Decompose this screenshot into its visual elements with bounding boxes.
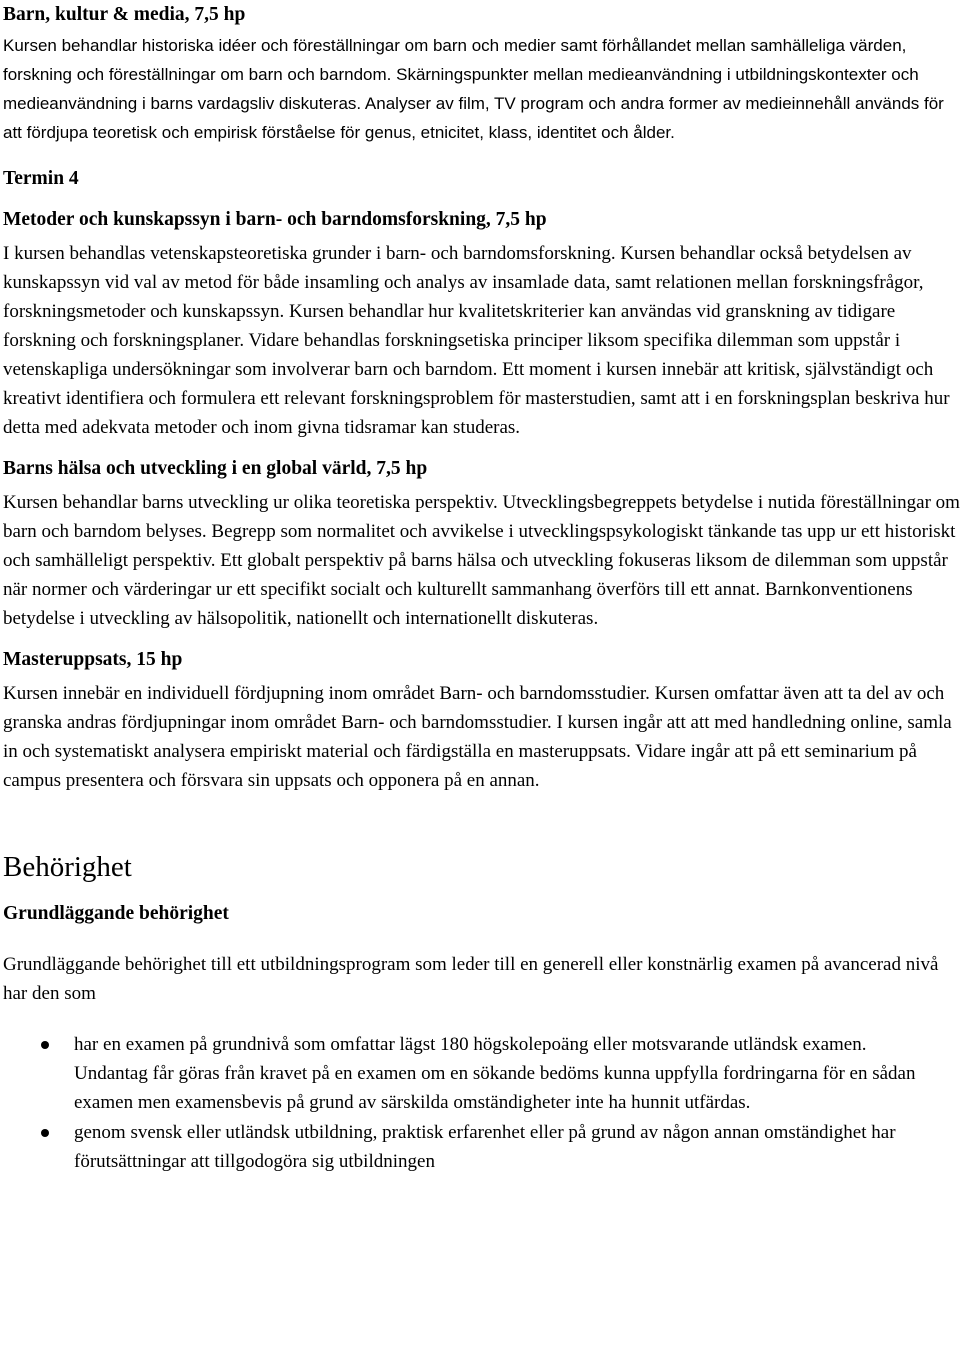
course-description-barns-halsa: Kursen behandlar barns utveckling ur olika teoretiska perspektiv. Utvecklingsbegreppets betydelse i nutida föreställningar om barn och barndom belyses. Begrepp som normalitet och avvikelse i utvecklingspsykologiskt tänkande tas upp ur ett historiskt och samhälleligt perspektiv. Ett globalt perspektiv på barns hälsa och utveckling fokuseras liksom de dilemman som uppstår när normer och värderingar ur ett specifikt socialt och kulturellt sammanhang överförs till ett annat. Barnkonventionens betydelse i utveckling av hälsopolitik, nationellt och internationellt diskuteras. bbox=[3, 492, 960, 629]
list-item-text: genom svensk eller utländsk utbildning, praktisk erfarenhet eller på grund av någon annan omständighet har förutsättningar att tillgodogöra sig utbildningen bbox=[74, 1122, 896, 1172]
course-heading-barns-halsa: Barns hälsa och utveckling i en global värld, 7,5 hp bbox=[3, 458, 428, 479]
course-heading-barn-kultur-media: Barn, kultur & media, 7,5 hp bbox=[3, 4, 246, 25]
list-item-text: har en examen på grundnivå som omfattar lägst 180 högskolepoäng eller motsvarande utländsk examen. Undantag får göras från kravet på en examen om en sökande bedöms kunna uppfylla fordringarna för en sådan examen men examensbevis på grund av särskilda omständigheter inte ha hunnit utfärdas. bbox=[74, 1034, 916, 1113]
course-heading-metoder: Metoder och kunskapssyn i barn- och barndomsforskning, 7,5 hp bbox=[3, 209, 547, 230]
list-item bbox=[3, 1030, 960, 1117]
course-description-masteruppsats: Kursen innebär en individuell fördjupning inom området Barn- och barndomsstudier. Kursen omfattar även att ta del av och granska andras fördjupningar inom området Barn- och barndomsstudier. I kursen ingår att att med handledning online, samla in och systematiskt analysera empiriskt material och färdigställa en masteruppsats. Vidare ingår att på ett seminarium på campus presentera och försvara sin uppsats och opponera på en annan. bbox=[3, 683, 952, 791]
term-label: Termin 4 bbox=[3, 168, 79, 189]
requirements-list bbox=[3, 1030, 960, 1176]
course-heading-masteruppsats: Masteruppsats, 15 hp bbox=[3, 649, 183, 670]
bullet-icon bbox=[41, 1129, 49, 1137]
bullet-icon bbox=[41, 1041, 49, 1049]
behorighet-intro: Grundläggande behörighet till ett utbildningsprogram som leder till en generell eller konstnärlig examen på avancerad nivå har den som bbox=[3, 954, 939, 1004]
list-item bbox=[3, 1118, 960, 1176]
subsection-title-grundlaggande: Grundläggande behörighet bbox=[3, 903, 229, 924]
course-description-barn-kultur-media: Kursen behandlar historiska idéer och föreställningar om barn och medier samt förhållandet mellan samhälleliga värden, forskning och föreställningar om barn och barndom. Skärningspunkter mellan medieanvändning i utbildningskontexter och medieanvändning i barns vardagsliv diskuteras. Analyser av film, TV program och andra former av medieinnehåll används för att fördjupa teoretisk och empirisk förståelse för genus, etnicitet, klass, identitet och ålder. bbox=[3, 36, 944, 142]
course-description-metoder: I kursen behandlas vetenskapsteoretiska grunder i barn- och barndomsforskning. Kursen behandlar också betydelsen av kunskapssyn vid val av metod för både insamling och analys av insamlade data, samt relationen mellan forskningsfrågor, forskningsmetoder och kunskapssyn. Kursen behandlar hur kvalitetskriterier kan användas vid granskning av tidigare forskning och forskningsplaner. Vidare behandlas forskningsetiska principer liksom specifika dilemman som uppstår i vetenskapliga undersökningar som involverar barn och barndom. Ett moment i kursen innebär att kritisk, självständigt och kreativt identifiera och formulera ett relevant forskningsproblem för masterstudien, samt att i en forskningsplan beskriva hur detta med adekvata metoder och inom givna tidsramar kan studeras. bbox=[3, 243, 950, 438]
section-title-behorighet: Behörighet bbox=[3, 851, 132, 883]
